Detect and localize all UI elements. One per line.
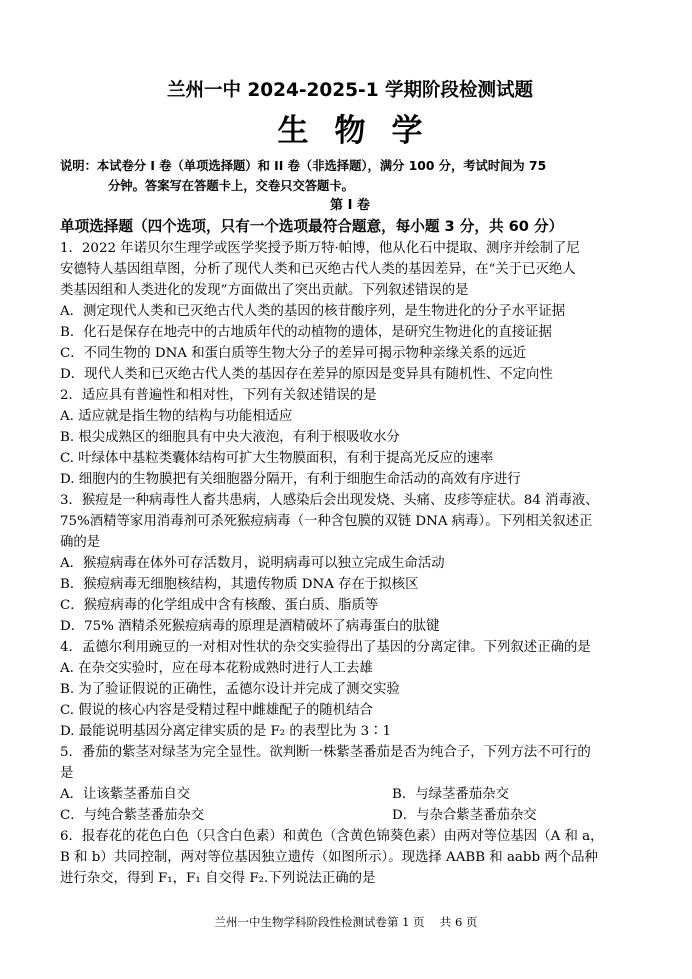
option-c: C．不同生物的 DNA 和蛋白质等生物大分子的差异可揭示物种亲缘关系的远近 <box>60 346 526 361</box>
option-a: A．让该紫茎番茄自交 <box>60 787 191 802</box>
question-3 <box>60 490 640 637</box>
question-stem: 是 <box>60 766 74 781</box>
question-stem: B 和 b）共同控制，两对等位基因独立遗传（如图所示）。现选择 AABB 和 aabb 两个品种 <box>60 850 598 865</box>
exam-page <box>60 78 640 889</box>
question-stem: 进行杂交，得到 F₁，F₁ 自交得 F₂.下列说法正确的是 <box>60 871 376 886</box>
option-c: C．与纯合紫茎番茄杂交 <box>60 808 205 823</box>
option-b: B．猴痘病毒无细胞核结构，其遗传物质 DNA 存在于拟核区 <box>60 577 419 592</box>
option-d: D. 最能说明基因分离定律实质的是 F₂ 的表型比为 3∶1 <box>60 724 392 739</box>
part-label: 第 I 卷 <box>330 198 370 213</box>
option-a: A．测定现代人类和已灭绝古代人类的基因的核苷酸序列，是生物进化的分子水平证据 <box>60 304 566 319</box>
question-stem: 安德特人基因组草图，分析了现代人类和已灭绝古代人类的基因差异，在“关于已灭绝人 <box>60 262 576 277</box>
option-b: B. 根尖成熟区的细胞具有中央大液泡，有利于根吸收水分 <box>60 430 400 445</box>
option-d: D. 细胞内的生物膜把有关细胞器分隔开，有利于细胞生命活动的高效有序进行 <box>60 472 521 487</box>
section-heading: 单项选择题（四个选项，只有一个选项最符合题意，每小题 3 分，共 60 分） <box>60 218 564 235</box>
instructions <box>60 156 640 196</box>
option-b: B．与绿茎番茄杂交 <box>392 787 509 802</box>
option-c: C．猴痘病毒的化学组成中含有核酸、蛋白质、脂质等 <box>60 598 379 613</box>
option-a: A. 在杂交实验时，应在母本花粉成熟时进行人工去雄 <box>60 661 373 676</box>
exam-title: 兰州一中 2024-2025-1 学期阶段检测试题 <box>166 80 534 101</box>
question-stem: 4．孟德尔利用豌豆的一对相对性状的杂交实验得出了基因的分离定律。下列叙述正确的是 <box>60 640 591 655</box>
instructions-line-1: 说明：本试卷分 I 卷（单项选择题）和 II 卷（非选择题），满分 100 分，考试时间为 75 <box>60 159 547 173</box>
question-stem: 6．报春花的花色白色（只含白色素）和黄色（含黄色锦葵色素）由两对等位基因（A 和 a， <box>60 829 604 844</box>
options-row <box>60 784 640 805</box>
page-footer: 兰州一中生物学科阶段性检测试卷第 1 页 共 6 页 <box>214 915 478 929</box>
option-c: C. 假说的核心内容是受精过程中雌雄配子的随机结合 <box>60 703 373 718</box>
options-row <box>60 805 640 826</box>
question-stem: 确的是 <box>60 535 101 550</box>
option-d: D．与杂合紫茎番茄杂交 <box>392 808 537 823</box>
subject-title: 生物学 <box>277 113 449 149</box>
question-6 <box>60 826 640 889</box>
option-a: A. 适应就是指生物的结构与功能相适应 <box>60 409 293 424</box>
option-b: B．化石是保存在地壳中的古地质年代的动植物的遗体，是研究生物进化的直接证据 <box>60 325 552 340</box>
option-d: D．75% 酒精杀死猴痘病毒的原理是酒精破坏了病毒蛋白的肽键 <box>60 619 440 634</box>
question-stem: 类基因组和人类进化的发现”方面做出了突出贡献。下列叙述错误的是 <box>60 283 469 298</box>
option-a: A．猴痘病毒在体外可存活数月，说明病毒可以独立完成生命活动 <box>60 556 445 571</box>
question-5 <box>60 742 640 826</box>
question-2 <box>60 385 640 490</box>
question-stem: 75%酒精等家用消毒剂可杀死猴痘病毒（一种含包膜的双链 DNA 病毒）。下列相关叙述正 <box>60 514 593 529</box>
question-stem: 2．适应具有普遍性和相对性，下列有关叙述错误的是 <box>60 388 377 403</box>
question-4 <box>60 637 640 742</box>
option-b: B. 为了验证假说的正确性，孟德尔设计并完成了测交实验 <box>60 682 400 697</box>
option-c: C. 叶绿体中基粒类囊体结构可扩大生物膜面积，有利于提高光反应的速率 <box>60 451 494 466</box>
option-d: D．现代人类和已灭绝古代人类的基因存在差异的原因是变异具有随机性、不定向性 <box>60 367 553 382</box>
instructions-line-2: 分钟。答案写在答题卡上，交卷只交答题卡。 <box>108 179 354 193</box>
question-stem: 1．2022 年诺贝尔生理学或医学奖授予斯万特·帕博，他从化石中提取、测序并绘制了尼 <box>60 241 580 256</box>
question-stem: 3．猴痘是一种病毒性人畜共患病，人感染后会出现发烧、头痛、皮疹等症状。84 消毒液、 <box>60 493 599 508</box>
question-1 <box>60 238 640 385</box>
question-stem: 5．番茄的紫茎对绿茎为完全显性。欲判断一株紫茎番茄是否为纯合子，下列方法不可行的 <box>60 745 591 760</box>
